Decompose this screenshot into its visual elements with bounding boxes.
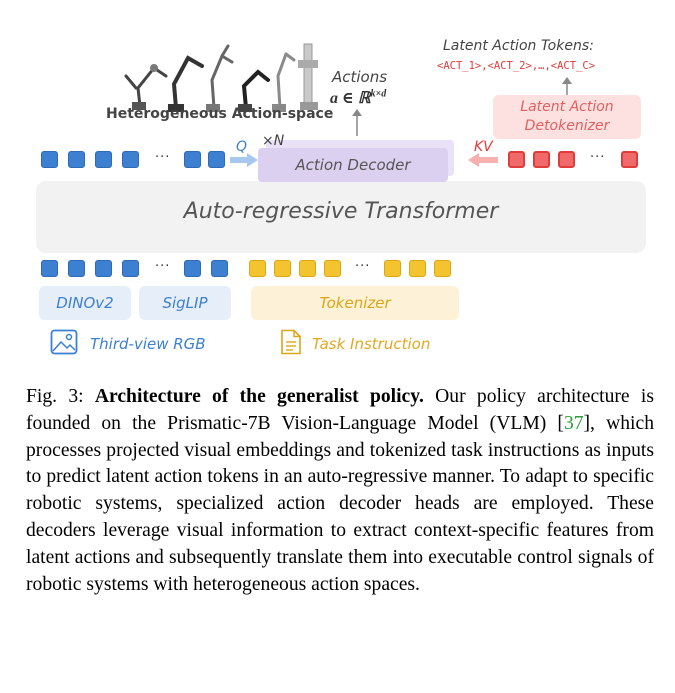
q-label: Q	[236, 139, 248, 155]
citation-link[interactable]: 37	[563, 412, 584, 434]
caption-text-before-cite: Our policy architecture is founded on the Prismatic-7B Vision-Language Model (VLM) [	[26, 386, 654, 434]
ellipsis: ···	[355, 259, 371, 274]
ellipsis: ···	[590, 150, 606, 165]
siglip-box	[139, 286, 231, 320]
text-token	[249, 260, 266, 277]
visual-token	[68, 151, 85, 168]
latent-action-token	[533, 151, 550, 168]
visual-token	[184, 151, 201, 168]
task-instruction-label: Task Instruction	[312, 335, 431, 353]
actions-label: Actions	[332, 68, 388, 86]
third-view-rgb-label: Third-view RGB	[90, 335, 206, 353]
visual-token	[41, 260, 58, 277]
visual-token	[95, 260, 112, 277]
action-decoder-label: Action Decoder	[295, 156, 411, 174]
visual-token	[211, 260, 228, 277]
visual-token	[68, 260, 85, 277]
text-token	[324, 260, 341, 277]
visual-token	[122, 151, 139, 168]
latent-action-token	[621, 151, 638, 168]
kv-label: KV	[474, 139, 493, 155]
tokenizer-label: Tokenizer	[319, 294, 391, 312]
detokenizer-line2: Detokenizer	[524, 118, 610, 134]
text-token	[409, 260, 426, 277]
document-icon	[280, 329, 302, 355]
image-icon	[50, 329, 78, 355]
heterogeneous-action-space-label: Heterogeneous Action-space	[106, 106, 334, 122]
robot-arms-illustration	[118, 36, 333, 114]
caption-fig-label: Fig. 3:	[26, 386, 84, 407]
latent-action-token	[508, 151, 525, 168]
siglip-label: SigLIP	[162, 294, 208, 312]
text-token	[299, 260, 316, 277]
latent-action-detokenizer-box	[493, 95, 641, 139]
visual-token	[184, 260, 201, 277]
figure-caption	[26, 384, 654, 598]
right-arrow-icon	[230, 152, 260, 168]
tokenizer-box	[251, 286, 459, 320]
caption-title: Architecture of the generalist policy.	[94, 386, 424, 407]
latent-action-token	[558, 151, 575, 168]
actions-math-base: a ∈ ℝ	[330, 90, 371, 107]
transformer-label: Auto-regressive Transformer	[183, 199, 499, 224]
visual-token	[41, 151, 58, 168]
caption-text-after-cite: ], which processes projected visual embeddings and tokenized task instructions as inputs to predict latent action tokens in an auto-regressive manner. To adapt to specific robotic systems, specialized action decoder heads are employed. These decoders leverage visual information to extract context-specific features from latent actions and subsequently translate them into executable control signals of robotic systems with heterogeneous action spaces.	[26, 412, 654, 595]
text-token	[434, 260, 451, 277]
actions-math-sup: k×d	[370, 88, 387, 100]
up-arrow-icon	[560, 76, 574, 96]
actions-math	[330, 88, 386, 108]
latent-tokens-title: Latent Action Tokens:	[443, 38, 594, 54]
visual-token	[95, 151, 112, 168]
text-token	[274, 260, 291, 277]
detokenizer-line1: Latent Action	[520, 99, 614, 115]
up-arrow-icon	[350, 108, 364, 136]
latent-tokens-list: <ACT_1>,<ACT_2>,…,<ACT_C>	[437, 60, 596, 72]
repeat-n-label: ×N	[262, 133, 285, 149]
text-token	[384, 260, 401, 277]
left-arrow-icon	[466, 152, 498, 168]
visual-token	[208, 151, 225, 168]
dinov2-box	[39, 286, 131, 320]
ellipsis: ···	[155, 259, 171, 274]
ellipsis: ···	[155, 150, 171, 165]
dinov2-label: DINOv2	[56, 294, 114, 312]
visual-token	[122, 260, 139, 277]
